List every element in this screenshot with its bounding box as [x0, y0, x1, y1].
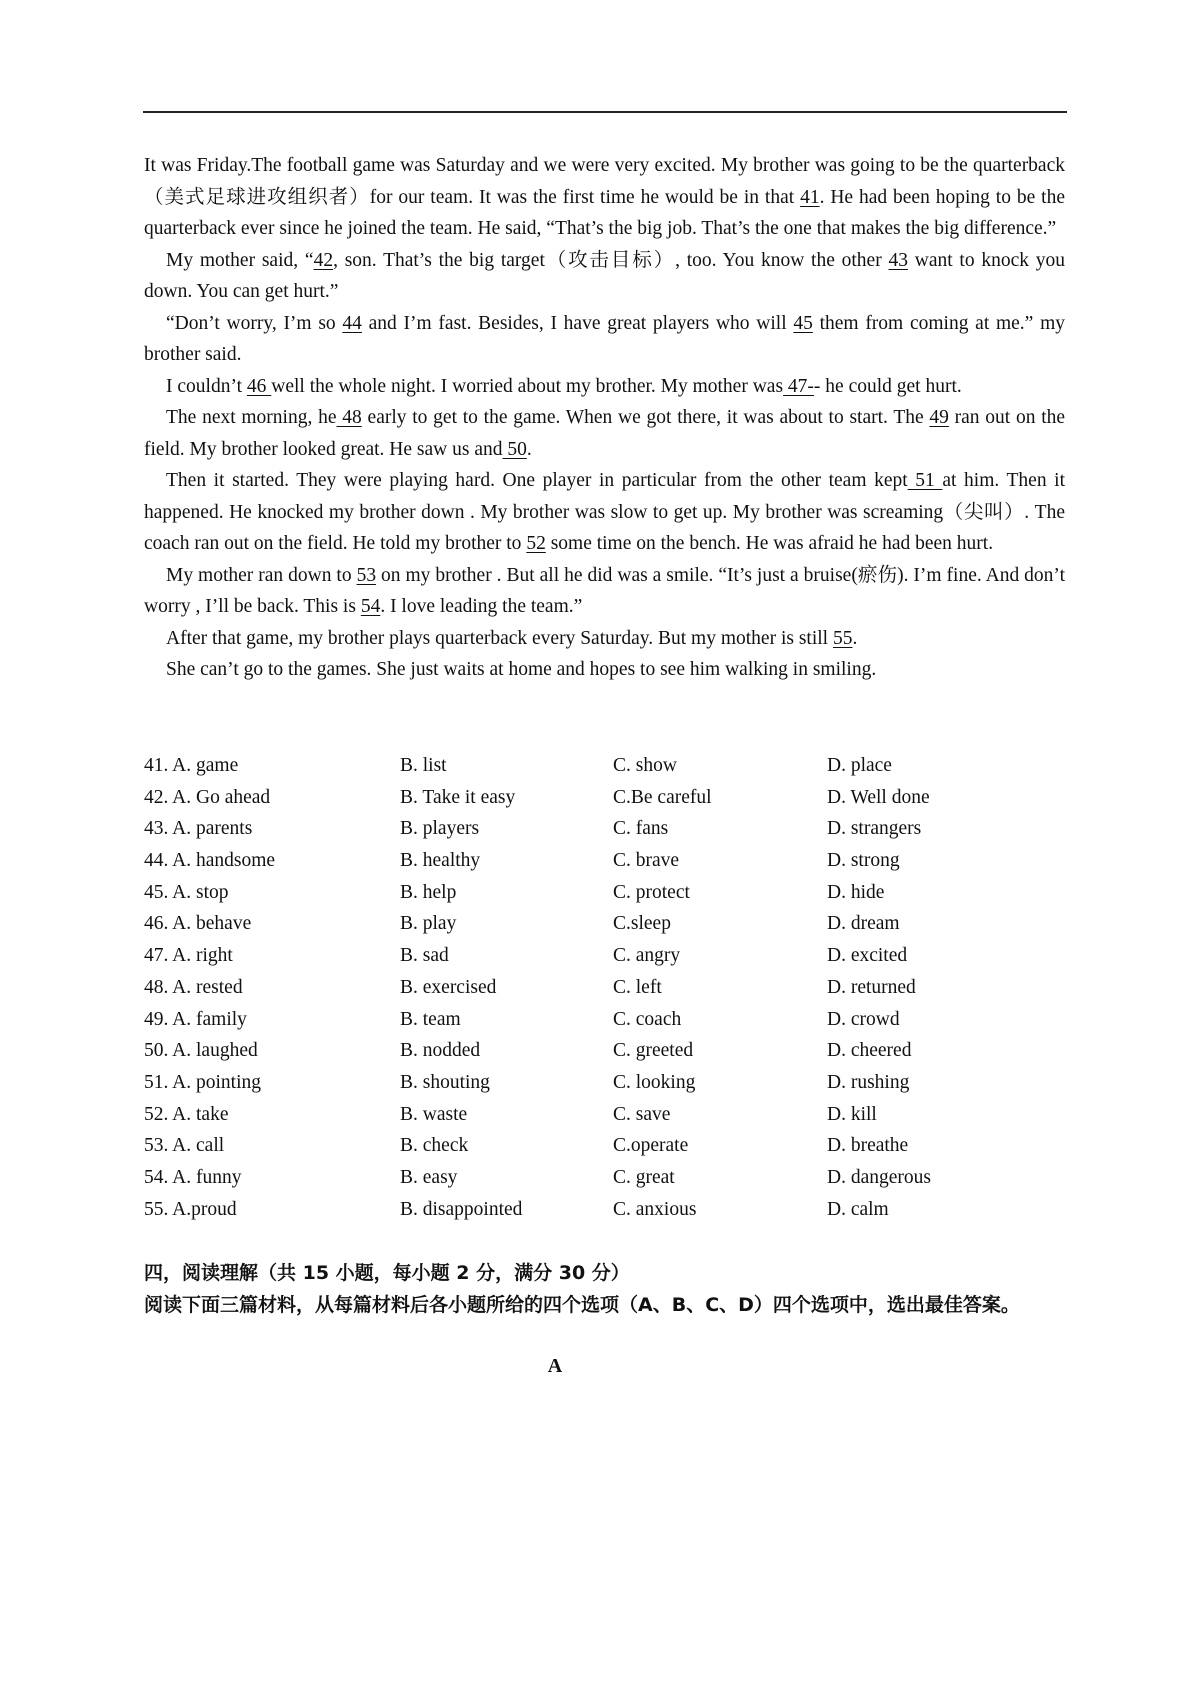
passage-paragraph-8: After that game, my brother plays quarterback every Saturday. But my mother is still 55. — [166, 627, 858, 649]
option-b: B. shouting — [400, 1071, 490, 1093]
option-d: D. hide — [827, 881, 885, 903]
option-d: D. strong — [827, 850, 900, 872]
passage-paragraph-6: Then it started. They were playing hard. One player in particular from the other team kept 51 at him. Then it happened. He knocked my brother down . My brother was slow to get up. My brother was screaming（尖叫）. The coach ran out on the field. He told my brother to 52 some time on the bench. He was afraid he had been hurt. — [144, 470, 1065, 554]
option-c: C.sleep — [613, 913, 671, 935]
question-45-options — [144, 877, 1068, 909]
option-b: B. disappointed — [400, 1198, 523, 1220]
blank-53: 53 — [356, 564, 377, 586]
passage-paragraph-1: It was Friday.The football game was Saturday and we were very excited. My brother was going to be the quarterback（美式足球进攻组织者）for our team. It was the first time he would be in that 41. He had been hoping to be the quarterback ever since he joined the team. He said, “That’s the big job. That’s the one that makes the big difference.” — [144, 155, 1065, 239]
part-label: A — [547, 1355, 563, 1377]
option-d: D. calm — [827, 1198, 889, 1220]
option-c: C. fans — [613, 818, 669, 840]
option-a: 49. A. family — [144, 1008, 247, 1030]
option-a: 45. A. stop — [144, 881, 229, 903]
option-a: 44. A. handsome — [144, 850, 276, 872]
option-a: 41. A. game — [144, 755, 239, 776]
question-44-options — [144, 845, 1068, 877]
option-a: 53. A. call — [144, 1135, 225, 1157]
question-42-options — [144, 782, 1068, 814]
passage-paragraph-4: I couldn’t 46 well the whole night. I worried about my brother. My mother was 47-- he could get hurt. — [166, 375, 962, 397]
question-49-options — [144, 1004, 1068, 1036]
passage-paragraph-2: My mother said, “42, son. That’s the big target（攻击目标）, too. You know the other 43 want to knock you down. You can get hurt.” — [144, 249, 1065, 302]
option-c: C. anxious — [613, 1198, 697, 1220]
blank-54: 54 — [360, 596, 381, 617]
option-a: 42. A. Go ahead — [144, 786, 271, 808]
option-d: D. excited — [827, 945, 908, 967]
option-d: D. breathe — [827, 1135, 909, 1157]
section-instruction: 阅读下面三篇材料，从每篇材料后各小题所给的四个选项（A、B、C、D）四个选项中，选出最佳答案。 — [144, 1294, 1020, 1316]
question-46-options — [144, 908, 1068, 940]
blank-51: 51 — [907, 470, 943, 491]
question-50-options — [144, 1035, 1068, 1067]
option-c: C. looking — [613, 1071, 696, 1093]
header-rule — [143, 111, 1067, 113]
option-b: B. exercised — [400, 976, 497, 998]
question-43-options — [144, 813, 1068, 845]
option-b: B. healthy — [400, 850, 481, 872]
option-d: D. cheered — [827, 1040, 912, 1062]
option-b: B. help — [400, 881, 457, 903]
question-47-options — [144, 940, 1068, 972]
cloze-passage — [144, 150, 1065, 686]
option-c: C.operate — [613, 1135, 689, 1157]
passage-paragraph-5: The next morning, he 48 early to get to the game. When we got there, it was about to start. The 49 ran out on the field. My brother looked great. He saw us and 50. — [144, 407, 1066, 460]
option-b: B. sad — [400, 945, 449, 967]
answer-options — [144, 750, 1068, 1225]
option-d: D. rushing — [827, 1071, 910, 1093]
option-a: 46. A. behave — [144, 913, 252, 935]
question-53-options — [144, 1130, 1068, 1162]
blank-50: 50 — [502, 438, 527, 460]
option-b: B. Take it easy — [400, 786, 516, 808]
reading-section — [144, 1257, 1068, 1321]
option-d: D. dream — [827, 913, 900, 935]
option-c: C.Be careful — [613, 786, 712, 808]
blank-42: 42 — [313, 249, 334, 271]
question-52-options — [144, 1099, 1068, 1131]
option-c: C. save — [613, 1103, 671, 1125]
option-c: C. coach — [613, 1008, 682, 1030]
blank-55: 55 — [832, 627, 853, 649]
option-d: D. crowd — [827, 1008, 900, 1030]
option-a: 47. A. right — [144, 945, 233, 967]
option-b: B. check — [400, 1135, 469, 1157]
option-d: D. dangerous — [827, 1166, 931, 1188]
blank-43: 43 — [888, 249, 908, 271]
option-b: B. nodded — [400, 1040, 481, 1062]
option-b: B. waste — [400, 1103, 468, 1125]
blank-41: 41 — [800, 186, 820, 208]
option-c: C. left — [613, 976, 662, 998]
passage-paragraph-3: “Don’t worry, I’m so 44 and I’m fast. Besides, I have great players who will 45 them from coming at me.” my brother said. — [144, 312, 1065, 365]
option-a: 50. A. laughed — [144, 1040, 258, 1062]
option-d: D. kill — [827, 1103, 877, 1125]
option-c: C. protect — [613, 881, 690, 903]
option-c: C. brave — [613, 850, 680, 872]
blank-52: 52 — [526, 533, 546, 554]
option-b: B. easy — [400, 1166, 458, 1188]
blank-48: 48 — [336, 407, 362, 428]
question-54-options — [144, 1162, 1068, 1194]
question-41-options — [144, 750, 1068, 782]
option-b: B. players — [400, 818, 480, 840]
option-d: D. place — [827, 755, 892, 776]
option-a: 48. A. rested — [144, 976, 243, 998]
question-51-options — [144, 1067, 1068, 1099]
option-a: 54. A. funny — [144, 1166, 242, 1188]
blank-44: 44 — [342, 312, 362, 334]
option-b: B. list — [400, 755, 447, 776]
option-d: D. Well done — [827, 786, 930, 808]
option-c: C. angry — [613, 945, 681, 967]
question-55-options — [144, 1194, 1068, 1226]
blank-45: 45 — [793, 312, 813, 334]
passage-paragraph-7: My mother ran down to 53 on my brother . But all he did was a smile. “It’s just a bruise(瘀伤). I’m fine. And don’t worry , I’ll be back. This is 54. I love leading the team.” — [144, 564, 1065, 617]
option-c: C. show — [613, 755, 677, 776]
option-c: C. greeted — [613, 1040, 694, 1062]
option-c: C. great — [613, 1166, 675, 1188]
option-a: 52. A. take — [144, 1103, 229, 1125]
blank-47: 47- — [783, 375, 814, 397]
option-b: B. team — [400, 1008, 461, 1030]
question-48-options — [144, 972, 1068, 1004]
option-d: D. returned — [827, 976, 916, 998]
option-d: D. strangers — [827, 818, 922, 840]
passage-paragraph-9: She can’t go to the games. She just waits at home and hopes to see him walking in smiling. — [166, 659, 877, 680]
section-heading: 四，阅读理解（共 15 小题，每小题 2 分，满分 30 分） — [144, 1262, 630, 1284]
blank-49: 49 — [929, 407, 949, 428]
option-a: 51. A. pointing — [144, 1071, 262, 1093]
blank-46: 46 — [246, 375, 272, 397]
option-a: 43. A. parents — [144, 818, 253, 840]
option-b: B. play — [400, 913, 457, 935]
option-a: 55. A.proud — [144, 1198, 237, 1220]
